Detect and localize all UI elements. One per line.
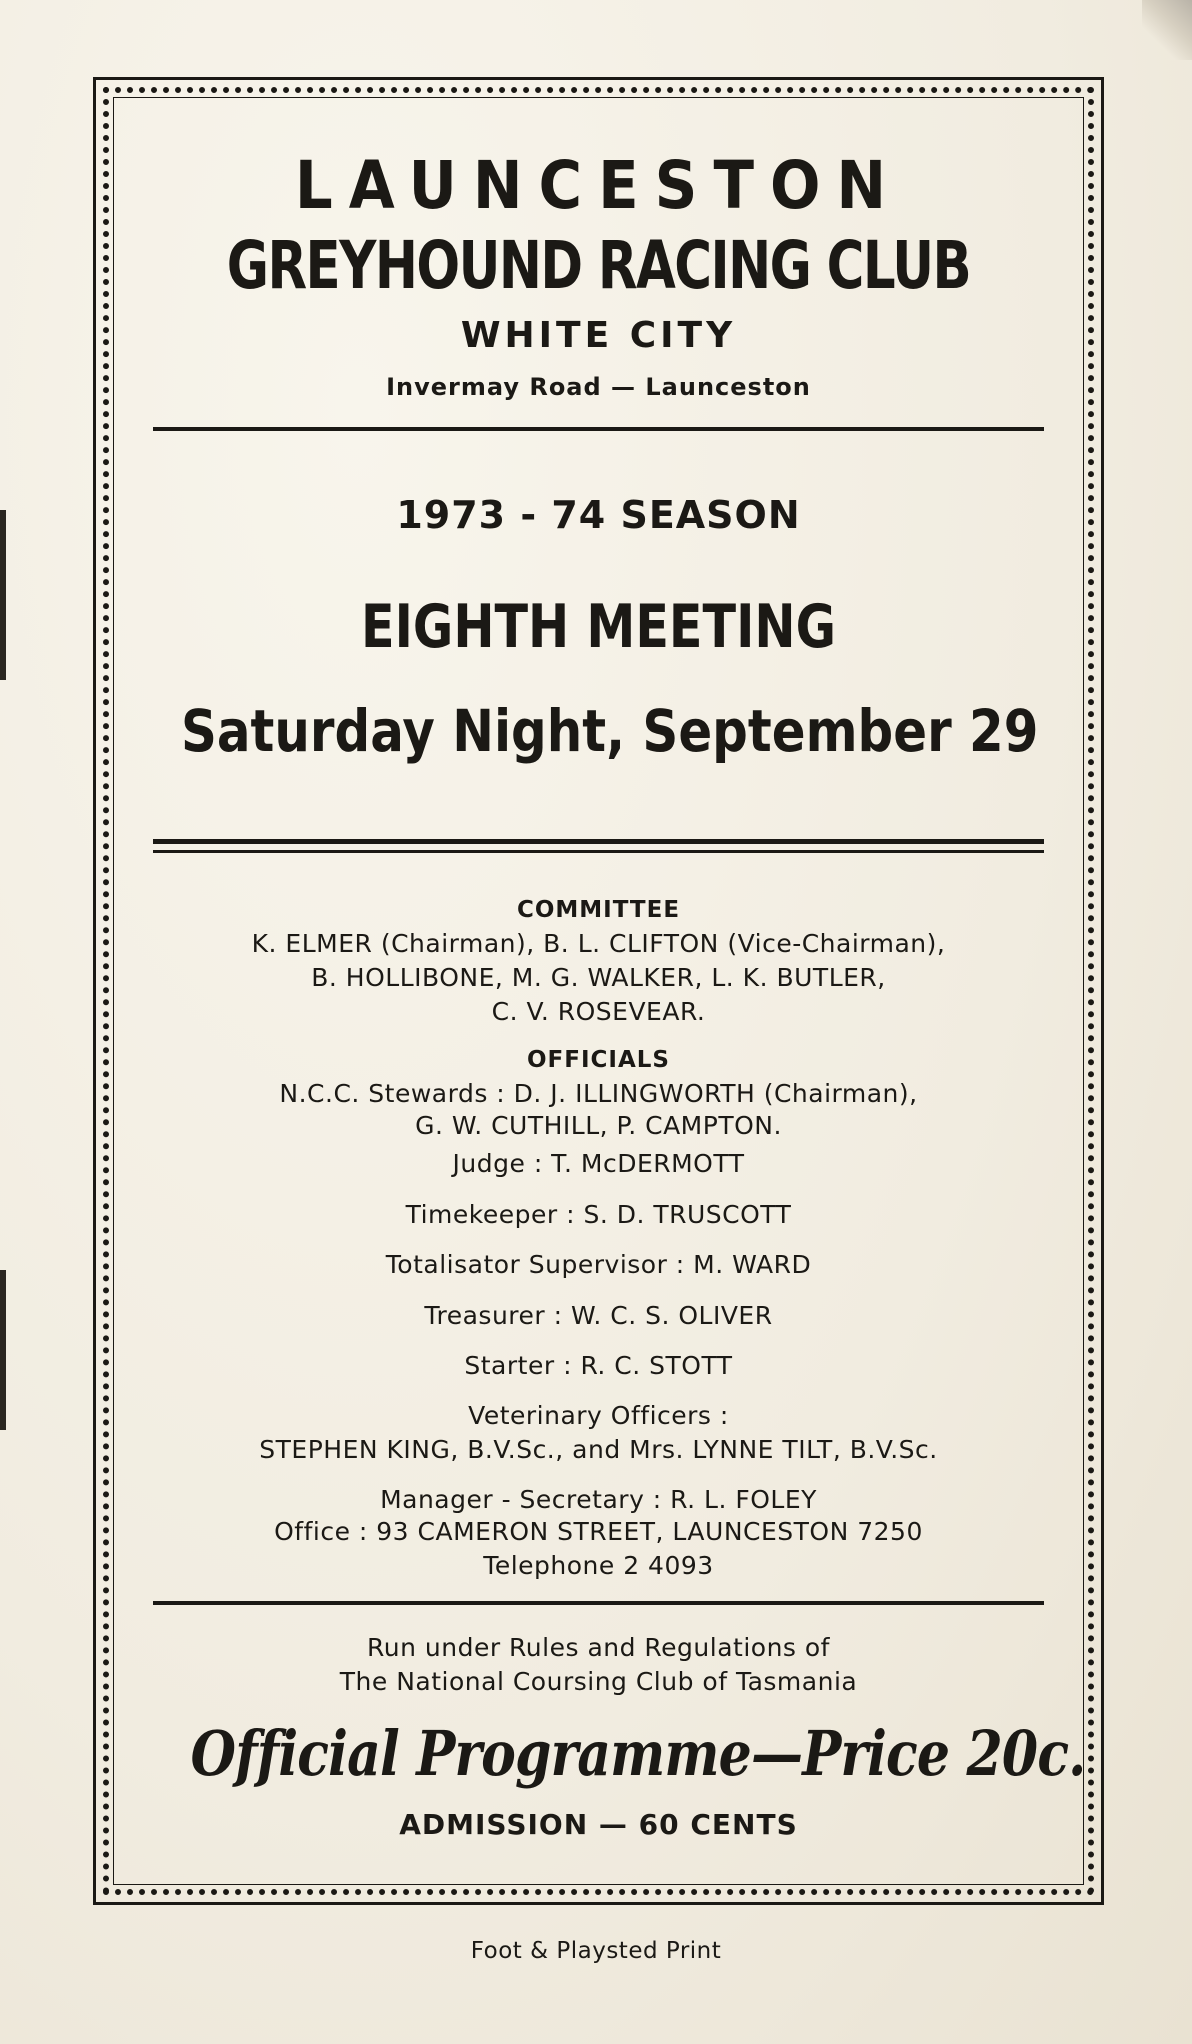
rules-line: The National Coursing Club of Tasmania [339, 1667, 858, 1696]
binding-staple-top [0, 510, 6, 680]
officials-heading: OFFICIALS [527, 1047, 670, 1073]
club-title-line2: GREYHOUND RACING CLUB [226, 227, 971, 304]
treasurer-line: Treasurer : W. C. S. OLIVER [424, 1301, 773, 1330]
meeting-name: EIGHTH MEETING [361, 592, 836, 662]
printer-credit: Foot & Playsted Print [470, 1938, 722, 1964]
veterinary-officers: STEPHEN KING, B.V.Sc., and Mrs. LYNNE TILT, B.V.Sc. [259, 1435, 938, 1464]
committee-heading: COMMITTEE [516, 897, 681, 923]
divider-rule [153, 1601, 1044, 1605]
committee-line: K. ELMER (Chairman), B. L. CLIFTON (Vice-Chairman), [251, 929, 946, 958]
programme-cover [113, 97, 1084, 1885]
programme-price: Official Programme—Price 20c. [190, 1717, 1086, 1790]
binding-staple-bottom [0, 1270, 6, 1430]
page-corner-shadow [1142, 0, 1192, 60]
stewards-line: N.C.C. Stewards : D. J. ILLINGWORTH (Chairman), [279, 1079, 918, 1108]
admission-price: ADMISSION — 60 CENTS [399, 1808, 798, 1841]
divider-double-rule-top [153, 839, 1044, 844]
judge-line: Judge : T. McDERMOTT [452, 1149, 745, 1178]
veterinary-heading: Veterinary Officers : [468, 1401, 729, 1430]
season-label: 1973 - 74 SEASON [396, 493, 801, 537]
club-title-line1: LAUNCESTON [294, 147, 903, 224]
totalisator-line: Totalisator Supervisor : M. WARD [385, 1250, 812, 1279]
venue-name: WHITE CITY [460, 315, 737, 356]
divider-rule [153, 427, 1044, 431]
divider-double-rule-bottom [153, 850, 1044, 853]
manager-line: Manager - Secretary : R. L. FOLEY [380, 1485, 817, 1514]
venue-address: Invermay Road — Launceston [386, 373, 811, 401]
stewards-line: G. W. CUTHILL, P. CAMPTON. [415, 1111, 782, 1140]
office-telephone: Telephone 2 4093 [483, 1551, 714, 1580]
committee-line: C. V. ROSEVEAR. [491, 997, 706, 1026]
office-address: Office : 93 CAMERON STREET, LAUNCESTON 7250 [274, 1517, 923, 1546]
committee-line: B. HOLLIBONE, M. G. WALKER, L. K. BUTLER, [311, 963, 886, 992]
meeting-date: Saturday Night, September 29 [180, 697, 1039, 765]
rules-line: Run under Rules and Regulations of [367, 1633, 830, 1662]
starter-line: Starter : R. C. STOTT [464, 1351, 733, 1380]
timekeeper-line: Timekeeper : S. D. TRUSCOTT [405, 1200, 792, 1229]
